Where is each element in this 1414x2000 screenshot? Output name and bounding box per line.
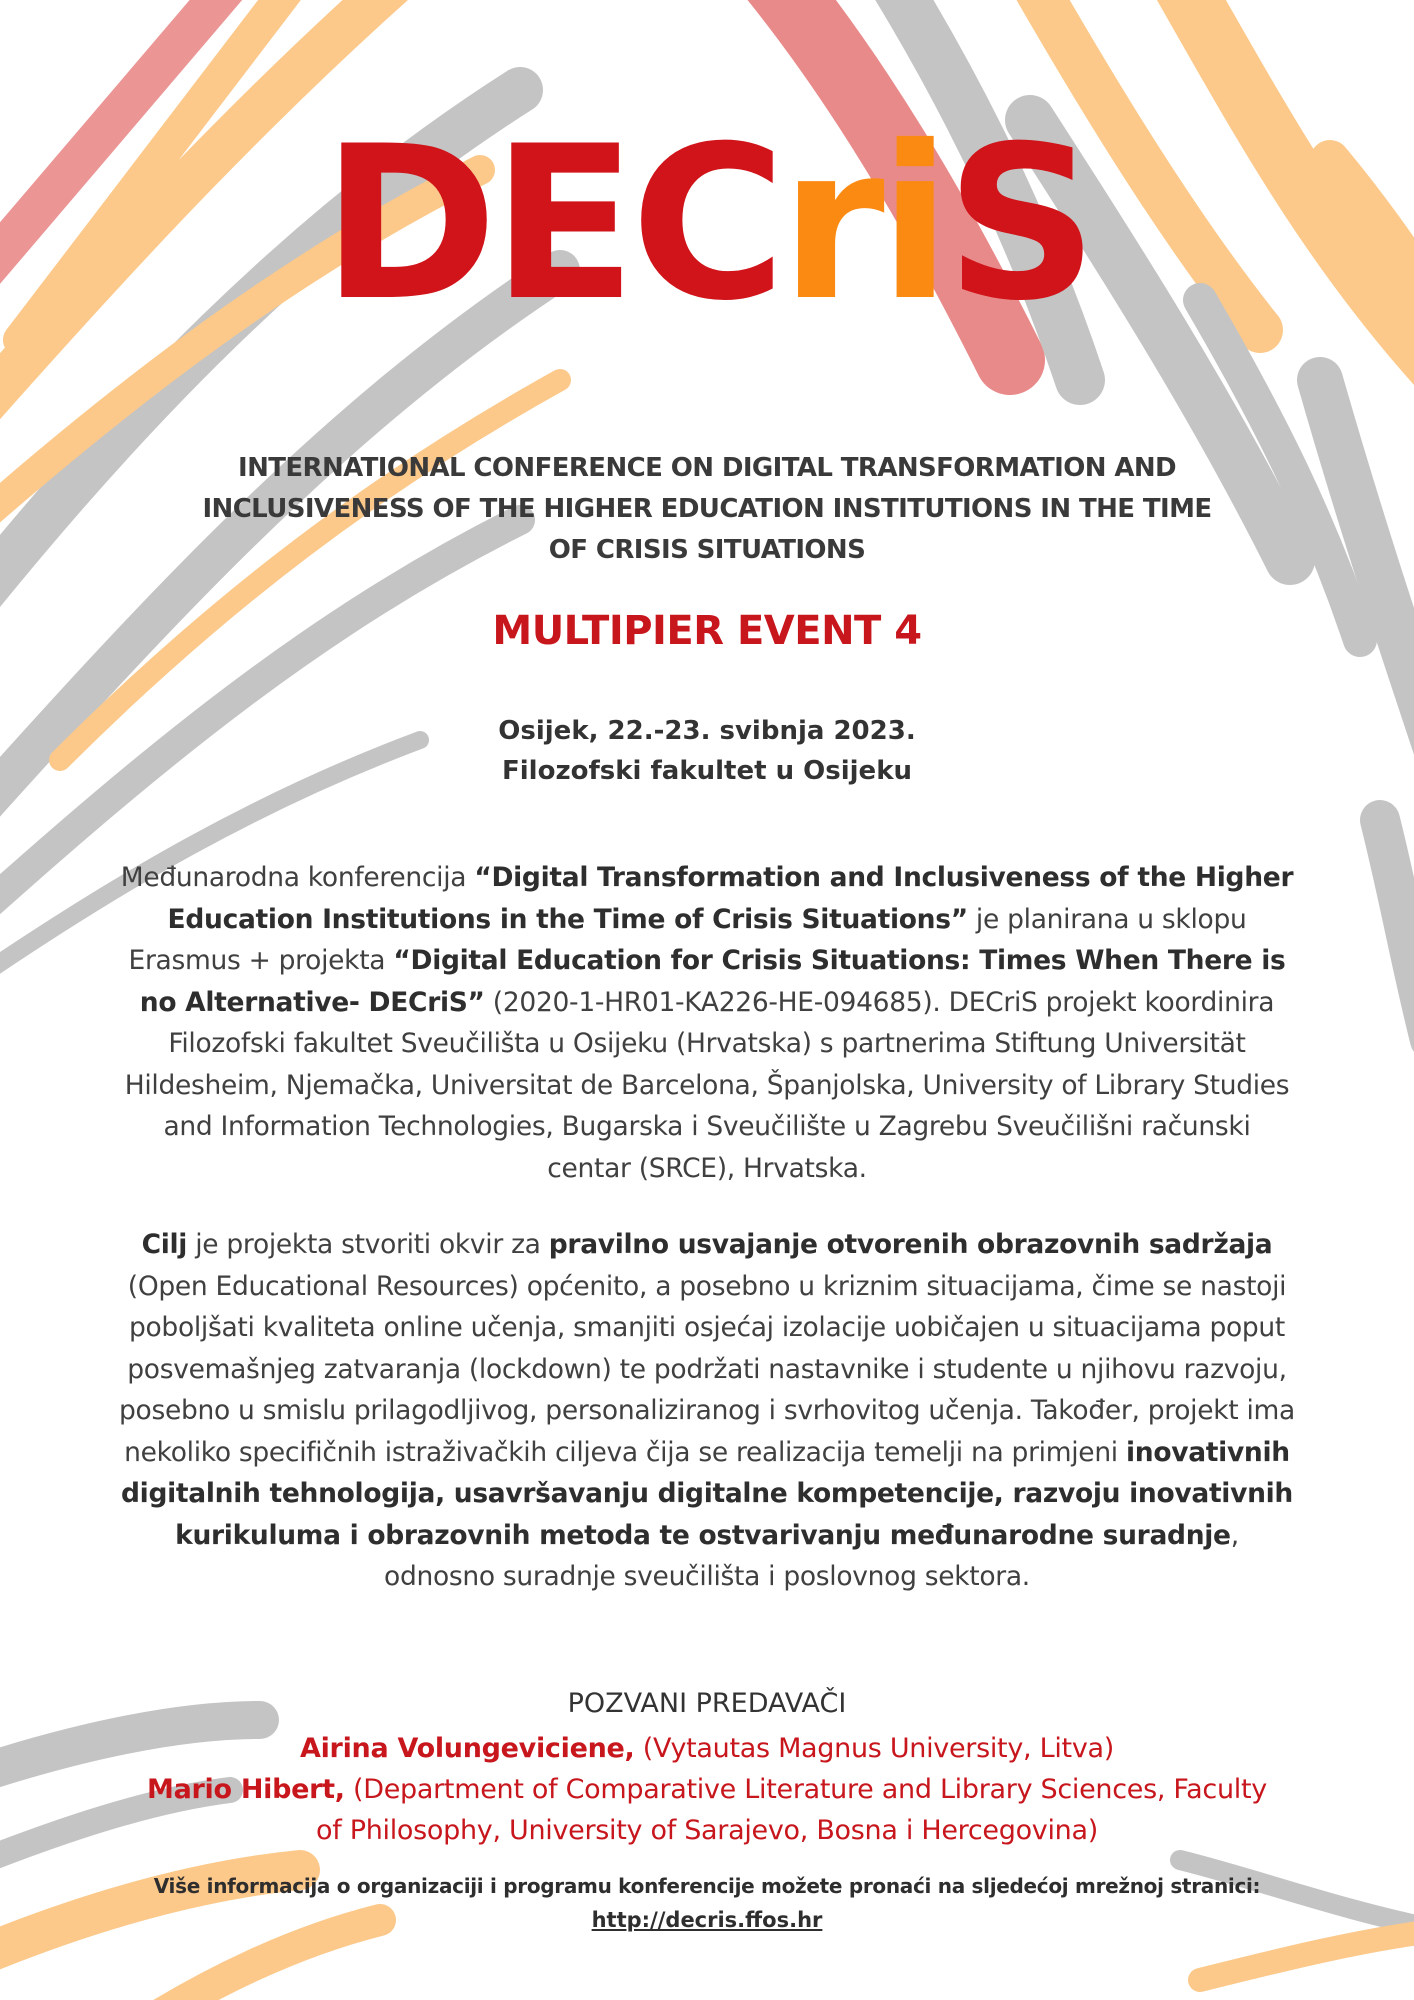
goal-text-3: , odnosno suradnje sveučilišta i poslovnog sektora. <box>384 1519 1239 1592</box>
conference-title <box>180 448 1234 571</box>
conference-title-line-3: OF CRISIS SITUATIONS <box>548 535 866 565</box>
conference-title-line-1: INTERNATIONAL CONFERENCE ON DIGITAL TRANSFORMATION AND <box>238 453 1176 483</box>
more-info-text: Više informacija o organizaciji i programu konferencije možete pronaći na sljedećoj mrežnoj stranici: <box>153 1874 1261 1898</box>
intro-bold-2: “Digital Education for Crisis Situations: Times When There is no Alternative- DECriS” <box>139 945 1286 1018</box>
speaker-affiliation: (Department of Comparative Literature and Library Sciences, Faculty of Philosophy, University of Sarajevo, Bosna i Hercegovina) <box>316 1774 1267 1846</box>
conference-title-line-2: INCLUSIVENESS OF THE HIGHER EDUCATION INSTITUTIONS IN THE TIME <box>202 494 1212 524</box>
logo-part-s: S <box>945 100 1093 347</box>
goal-bold-3: inovativnih digitalnih tehnologija, usavršavanju digitalne kompetencije, razvoju inovativnih kurikuluma i obrazovnih metoda te ostvarivanju međunarodne suradnje <box>121 1436 1293 1551</box>
goal-bold-1: Cilj <box>141 1229 188 1260</box>
speaker-name: Airina Volungeviciene, <box>300 1733 635 1764</box>
decris-logo <box>0 100 1414 347</box>
website-link[interactable]: http://decris.ffos.hr <box>591 1908 823 1932</box>
intro-text-3: (2020-1-HR01-KA226-HE-094685). DECriS projekt koordinira Filozofski fakultet Sveučilišta u Osijeku (Hrvatska) s partnerima Stiftung Universität Hildesheim, Njemačka, Universitat de Barcelona, Španjolska, University of Library Studies and Information Technologies, Bugarska i Sveučilište u Zagrebu Sveučilišni računski centar (SRCE), Hrvatska. <box>124 986 1290 1184</box>
event-date: Osijek, 22.-23. svibnja 2023. <box>498 716 916 746</box>
intro-text-1: Međunarodna konferencija <box>120 862 475 893</box>
speaker-item <box>140 1728 1274 1769</box>
logo-part-dec: DEC <box>321 100 781 347</box>
goal-bold-2: pravilno usvajanje otvorenih obrazovnih sadržaja <box>548 1229 1273 1260</box>
event-place-date <box>0 711 1414 791</box>
intro-text-2: je planirana u sklopu Erasmus + projekta <box>128 903 1247 976</box>
website-link-row <box>0 1908 1414 1932</box>
speaker-affiliation: (Vytautas Magnus University, Litva) <box>634 1733 1114 1764</box>
speaker-name: Mario Hibert, <box>147 1774 345 1805</box>
intro-paragraph <box>118 857 1296 1189</box>
intro-bold-1: “Digital Transformation and Inclusiveness of the Higher Education Institutions in the Time of Crisis Situations” <box>167 862 1294 935</box>
speakers-heading: POZVANI PREDAVAČI <box>567 1688 847 1719</box>
goal-text-1: je projekta stvoriti okvir za <box>187 1229 549 1260</box>
logo-part-ri: ri <box>780 100 946 347</box>
goal-text-2: (Open Educational Resources) općenito, a posebno u kriznim situacijama, čime se nastoji poboljšati kvaliteta online učenja, smanjiti osjećaj izolacije uobičajen u situacijama poput posvemašnjeg zatvaranja (lockdown) te podržati nastavnike i studente u njihovu razvoju, posebno u smislu prilagodljivog, personaliziranog i svrhovitog učenja. Također, projekt ima nekoliko specifičnih istraživačkih ciljeva čija se realizacija temelji na primjeni <box>119 1270 1295 1468</box>
speaker-item <box>140 1769 1274 1851</box>
event-venue: Filozofski fakultet u Osijeku <box>502 756 912 786</box>
goal-paragraph <box>118 1224 1296 1598</box>
event-title: MULTIPIER EVENT 4 <box>492 608 922 654</box>
